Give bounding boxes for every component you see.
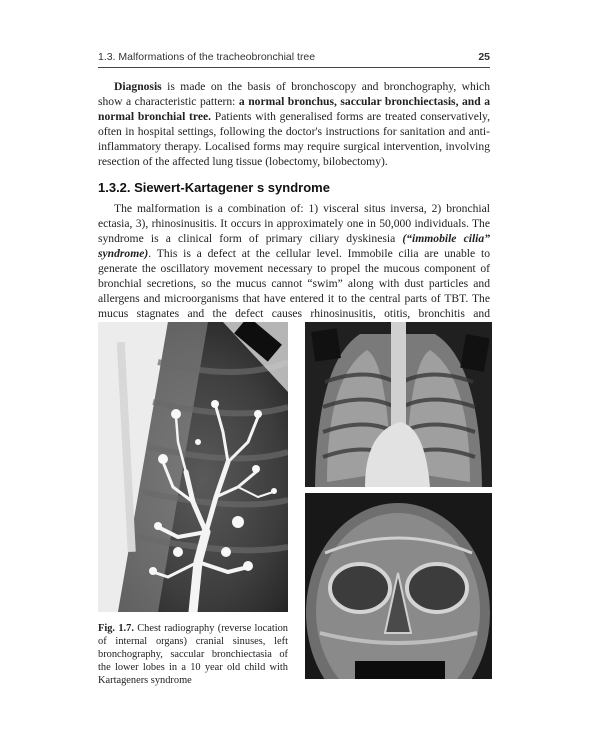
syndrome-paragraph	[98, 201, 490, 336]
diagnosis-text-1: is made on the basis of bronchoscopy and bronchography, which show a characteristic pattern:	[98, 80, 490, 108]
chest-radiograph-image	[305, 322, 492, 487]
syndrome-text-2: . This is a defect at the cellular level. Immobile cilia are unable to generate the oscillatory movement necessary to propel the mucous component of bronchial secretions, so the mucus cannot “swim” along with dust particles and allergens and microorganisms that have entered it to the central parts of TBT. The mucus stagnates and the defect causes rhinosinusitis, otitis, bronchitis and	[98, 247, 490, 320]
syndrome-text-1: The malformation is a combination of: 1) visceral situs inversa, 2) bronchial ectasia, 3), rhinosinusitis. It occurs in approximately one in 50,000 individuals. The syndrome is a clinical form of primary ciliary dyskinesia	[98, 202, 490, 245]
diagnosis-paragraph	[98, 79, 490, 169]
figure-caption-text: Chest radiography (reverse location of internal organs) cranial sinuses, left bronchography, saccular bronchiectasia of the lower lobes in a 10 year old child with Kartageners syndrome	[98, 623, 288, 686]
cranial-sinuses-image	[305, 493, 492, 679]
page-number: 25	[478, 51, 490, 63]
bronchography-image	[98, 322, 288, 612]
diagnosis-lead: Diagnosis	[114, 80, 162, 93]
figure-caption	[98, 622, 288, 687]
running-head	[98, 51, 490, 65]
syndrome-term: (“immobile cilia” syndrome)	[98, 232, 490, 260]
figure-label: Fig. 1.7.	[98, 623, 134, 634]
running-head-title: 1.3. Malformations of the tracheobronchial tree	[98, 51, 316, 63]
section-heading: 1.3.2. Siewert-Kartagener s syndrome	[98, 180, 330, 195]
header-rule	[98, 67, 490, 68]
diagnosis-pattern: a normal bronchus, saccular bronchiectasis, and a normal bronchial tree.	[98, 95, 490, 123]
diagnosis-text-2: Patients with generalised forms are treated conservatively, often in hospital settings, following the doctor's instructions for sanitation and anti-inflammatory therapy. Localised forms may require surgical intervention, involving resection of the affected lung tissue (lobectomy, bilobectomy).	[98, 110, 490, 168]
